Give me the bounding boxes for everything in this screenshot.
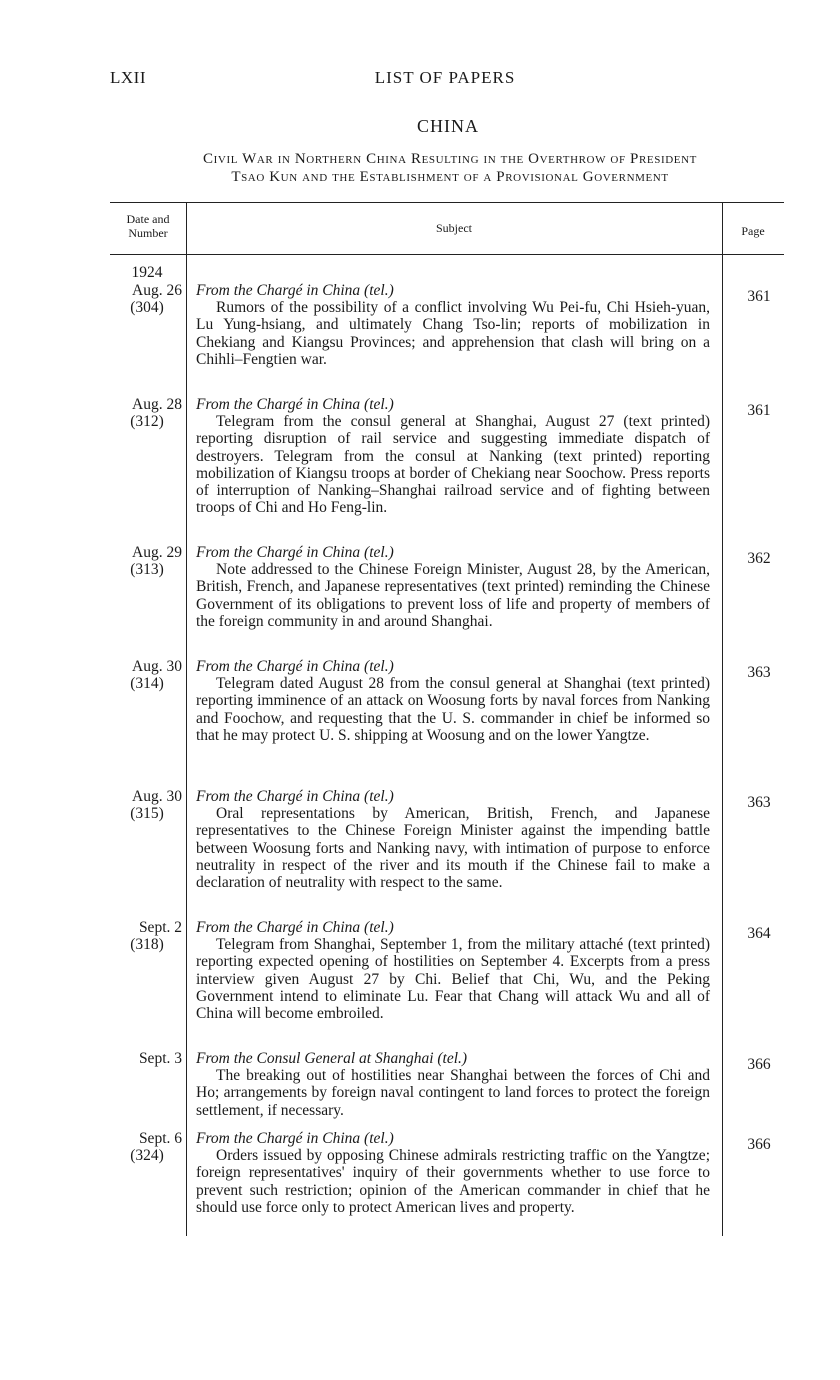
running-head: LIST OF PAPERS xyxy=(374,68,516,87)
entry-page: 362 xyxy=(747,550,771,567)
entry-date: Aug. 26 xyxy=(132,282,182,299)
entry-source: From the Chargé in China (tel.) xyxy=(196,788,394,805)
entry-number: (315) xyxy=(130,805,164,822)
entry-source: From the Consul General at Shanghai (tel.) xyxy=(196,1050,468,1067)
subheading-line-1: Civil War in Northern China Resulting in the Overthrow of President xyxy=(203,151,697,167)
entry-date: Sept. 2 xyxy=(138,919,182,936)
page-column-divider xyxy=(722,202,723,1236)
entry-page: 366 xyxy=(747,1056,771,1073)
entry-summary: Note addressed to the Chinese Foreign Minister, August 28, by the American, British, French, and Japanese representatives (text printed) reminding the Chinese Government of its obligations to prevent loss of life and property of members of the foreign community in and around Shanghai. xyxy=(196,561,710,630)
table-top-rule xyxy=(110,202,784,203)
year-label: 1924 xyxy=(131,264,163,281)
subject-column-header: Subject xyxy=(436,221,472,235)
entry-summary: Oral representations by American, British, French, and Japanese representatives to the Chinese Foreign Minister against the impending battle between Woosung forts and Nanking navy, with intimation of purpose to enforce neutrality in respect of the river and its mouth if the Chinese fail to make a declaration of neutrality with respect to the same. xyxy=(196,805,710,892)
page-number: LXII xyxy=(110,68,146,87)
entry-summary: Telegram from Shanghai, September 1, from the military attaché (text printed) reporting expected opening of hostilities on September 4. Excerpts from a press interview given August 27 by Chi. Belief that Chi, Wu, and the Peking Government intend to eliminate Lu. Fear that Chang will attack Wu and all of China will become embroiled. xyxy=(196,936,710,1023)
entry-date: Sept. 3 xyxy=(138,1050,182,1067)
entry-page: 364 xyxy=(747,925,771,942)
entry-date: Aug. 28 xyxy=(132,396,182,413)
section-title: CHINA xyxy=(417,116,479,136)
entry-date: Aug. 29 xyxy=(132,544,182,561)
entry-source: From the Chargé in China (tel.) xyxy=(196,544,394,561)
page-column-header: Page xyxy=(741,224,765,238)
entry-page: 363 xyxy=(747,794,771,811)
date-column-divider xyxy=(186,202,187,1236)
entry-summary: The breaking out of hostilities near Shanghai between the forces of Chi and Ho; arrangements by foreign naval contingent to land forces to protect the foreign settlement, if necessary. xyxy=(196,1067,710,1119)
entry-summary: Orders issued by opposing Chinese admirals restricting traffic on the Yangtze; foreign representatives' inquiry of their governments whether to use force to prevent such restriction; opinion of the American commander in chief that he should use force only to protect American lives and property. xyxy=(196,1147,710,1216)
entry-date: Aug. 30 xyxy=(132,658,182,675)
entry-page: 361 xyxy=(747,288,771,305)
entry-summary: Telegram dated August 28 from the consul general at Shanghai (text printed) reporting imminence of an attack on Woosung forts by naval forces from Nanking and Foochow, and requesting that the U. S. commander in chief be informed so that he may protect U. S. shipping at Woosung and on the lower Yangtze. xyxy=(196,675,710,744)
section-subheading xyxy=(110,150,790,186)
entry-number: (313) xyxy=(130,561,164,578)
entry-date: Sept. 6 xyxy=(138,1130,182,1147)
subheading-line-2: Tsao Kun and the Establishment of a Provisional Government xyxy=(231,169,669,185)
date-number-column-header: Date and Number xyxy=(126,212,170,240)
table-header-rule xyxy=(110,254,784,255)
entry-summary: Rumors of the possibility of a conflict involving Wu Pei-fu, Chi Hsieh-yuan, Lu Yung-hsiang, and ultimately Chang Tso-lin; reports of mobilization in Chekiang and Kiangsu Provinces; and apprehension that clash will bring on a Chihli–Fengtien war. xyxy=(196,299,710,368)
entry-number: (314) xyxy=(130,675,164,692)
entry-number: (312) xyxy=(130,413,164,430)
entry-page: 366 xyxy=(747,1136,771,1153)
entry-date: Aug. 30 xyxy=(132,788,182,805)
entry-source: From the Chargé in China (tel.) xyxy=(196,658,394,675)
entry-number: (304) xyxy=(130,299,164,316)
entry-summary: Telegram from the consul general at Shanghai, August 27 (text printed) reporting disruption of rail service and suggesting immediate dispatch of destroyers. Telegram from the consul at Nanking (text printed) reporting mobilization of Kiangsu troops at border of Chekiang near Soochow. Press reports of interruption of Nanking–Shanghai railroad service and of fighting between troops of Chi and Ho Feng-lin. xyxy=(196,413,710,517)
entry-source: From the Chargé in China (tel.) xyxy=(196,1130,394,1147)
entry-number: (324) xyxy=(130,1147,164,1164)
entry-number: (318) xyxy=(130,936,164,953)
entry-page: 361 xyxy=(747,402,771,419)
entry-source: From the Chargé in China (tel.) xyxy=(196,396,394,413)
entry-source: From the Chargé in China (tel.) xyxy=(196,919,394,936)
entry-page: 363 xyxy=(747,664,771,681)
entry-source: From the Chargé in China (tel.) xyxy=(196,282,394,299)
